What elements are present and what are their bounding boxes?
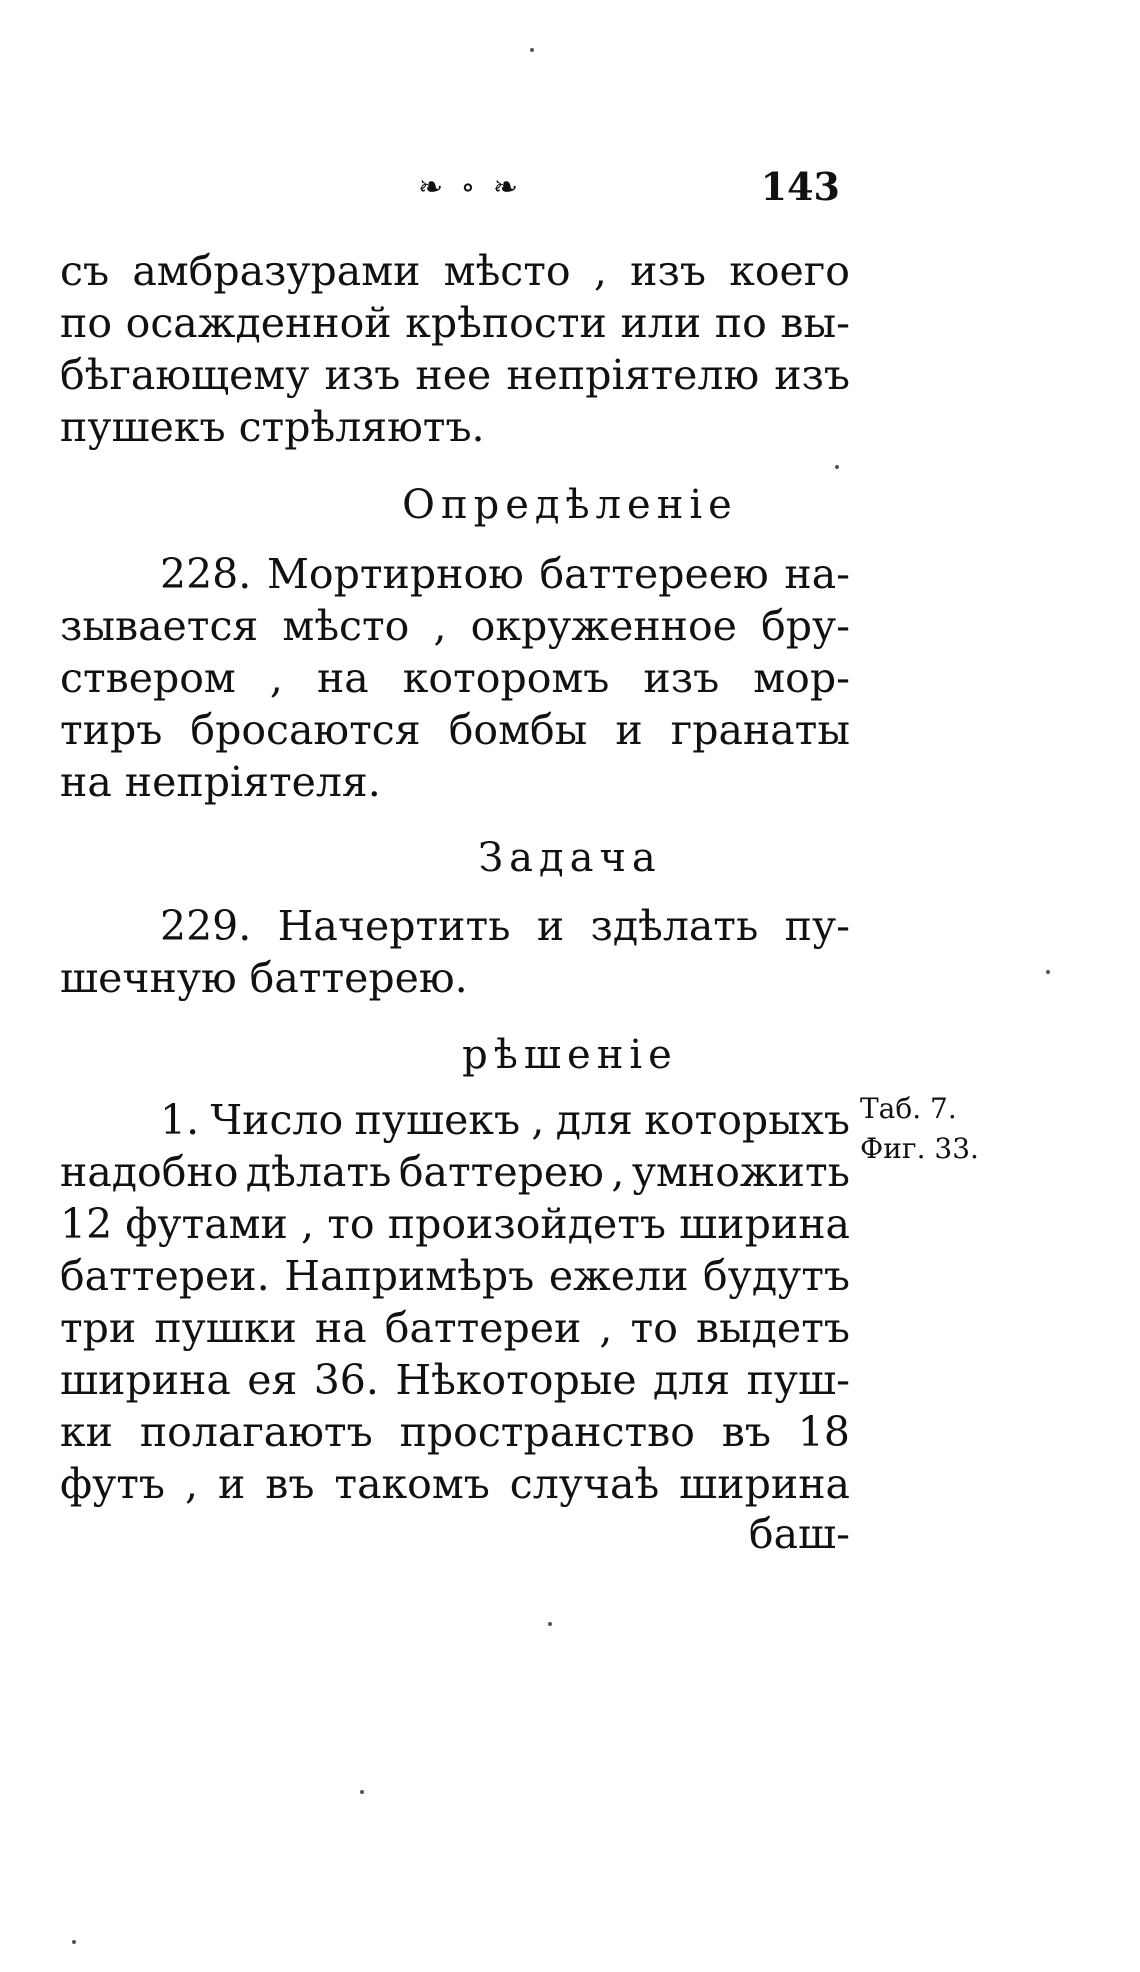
word: для [555,1096,633,1144]
word: , [593,247,607,295]
text-line [60,704,850,756]
margin-note-table: Таб. 7. [860,1092,957,1125]
word: вы- [780,299,850,347]
word: пространство [399,1408,695,1456]
word: по [714,299,767,347]
paper-speck [72,1940,76,1944]
word: которыхъ [644,1096,850,1144]
word: Число [210,1096,344,1144]
section-heading-definition: Опредѣленіе [402,482,738,528]
header-ornament: ❧ ∘ ❧ [417,170,523,205]
text-line [60,1198,850,1250]
word: и [615,706,643,754]
word: случаѣ [509,1460,660,1508]
margin-note-figure: Фиг. 33. [860,1132,979,1165]
paper-speck [835,465,839,469]
text-line: на непріятеля. [60,758,381,806]
word: произойдетъ [387,1200,667,1248]
word: ежели [548,1252,689,1300]
catchword: баш- [748,1510,850,1558]
text-line [60,1354,850,1406]
word: , [433,602,447,650]
word: Напримѣръ [284,1252,535,1300]
word: ширина [679,1460,850,1508]
text-line [60,1302,850,1354]
section-heading-solution: рѣшеніе [462,1032,678,1078]
word: крѣпости [405,299,607,347]
paper-speck [360,1790,364,1794]
text-line [60,245,850,297]
text-line: пушекъ стрѣляютъ. [60,403,485,451]
word: изъ [630,247,706,295]
word: которомъ [402,654,610,702]
word: мѣсто [282,602,410,650]
word: 228. [160,550,252,598]
word: будутъ [703,1252,850,1300]
text-line [60,1458,850,1510]
word: и [217,1460,246,1508]
word: 1. [160,1096,200,1144]
page-header [60,160,850,220]
word: , [611,1148,625,1196]
word: умножить [631,1148,850,1196]
word: то [630,1304,678,1352]
paper-speck [1046,970,1050,974]
word: осажденной [125,299,392,347]
word: 229. [160,902,252,950]
word: непріятелю [506,351,760,399]
text-line [60,900,850,952]
word: такомъ [334,1460,490,1508]
word: по [60,299,113,347]
word: ширина [679,1200,850,1248]
text-line [60,548,850,600]
word: баттереею [539,550,769,598]
text-line [60,1250,850,1302]
word: ширина [60,1356,231,1404]
word: баттереи [384,1304,582,1352]
word: или [620,299,702,347]
word: , [184,1460,198,1508]
text-line [60,600,850,652]
word: окруженное [470,602,737,650]
word: , [599,1304,613,1352]
word: гранаты [670,706,850,754]
word: Начертить [277,902,511,950]
word: три [60,1304,137,1352]
word: выдетъ [695,1304,850,1352]
word: 12 [60,1200,113,1248]
word: ея [247,1356,298,1404]
word: съ [60,247,110,295]
word: въ [265,1460,315,1508]
word: на [316,654,369,702]
text-line: шечную баттерею. [60,954,468,1002]
word: футъ [60,1460,165,1508]
word: баттереи. [60,1252,270,1300]
word: пушекъ [354,1096,521,1144]
word: то [327,1200,375,1248]
text-line [60,349,850,401]
word: ки [60,1408,113,1456]
word: Мортирною [266,550,524,598]
word: изъ [324,351,401,399]
word: надобно [60,1148,239,1196]
word: изъ [643,654,720,702]
word: на [314,1304,367,1352]
section-heading-problem: Задача [478,835,662,881]
word: 36. [313,1356,379,1404]
word: здѣлать [590,902,759,950]
word: пушки [154,1304,297,1352]
word: пуш- [746,1356,850,1404]
word: , [531,1096,545,1144]
word: бросаются [190,706,421,754]
paper-speck [530,48,534,52]
word: тиръ [60,706,163,754]
word: для [653,1356,731,1404]
word: мѣсто [443,247,571,295]
word: коего [729,247,850,295]
page-number: 143 [760,164,840,209]
word: бомбы [448,706,588,754]
word: нее [415,351,492,399]
word: бѣгающему [60,351,310,399]
word: 18 [797,1408,850,1456]
word: футами [125,1200,288,1248]
text-line [60,1094,850,1146]
text-line [60,1146,850,1198]
word: амбразурами [132,247,421,295]
word: изъ [774,351,850,399]
word: , [269,654,283,702]
word: дѣлать [245,1148,392,1196]
word: въ [721,1408,771,1456]
word: зывается [60,602,259,650]
text-line [60,652,850,704]
word: баттерею [398,1148,604,1196]
word: на- [784,550,850,598]
word: ствером [60,654,236,702]
word: , [301,1200,315,1248]
word: мор- [753,654,850,702]
word: полагаютъ [139,1408,373,1456]
word: Нѣкоторые [395,1356,637,1404]
word: бру- [761,602,850,650]
word: и [536,902,565,950]
word: пу- [784,902,850,950]
paper-speck [548,1622,552,1626]
text-line [60,1406,850,1458]
text-line [60,297,850,349]
